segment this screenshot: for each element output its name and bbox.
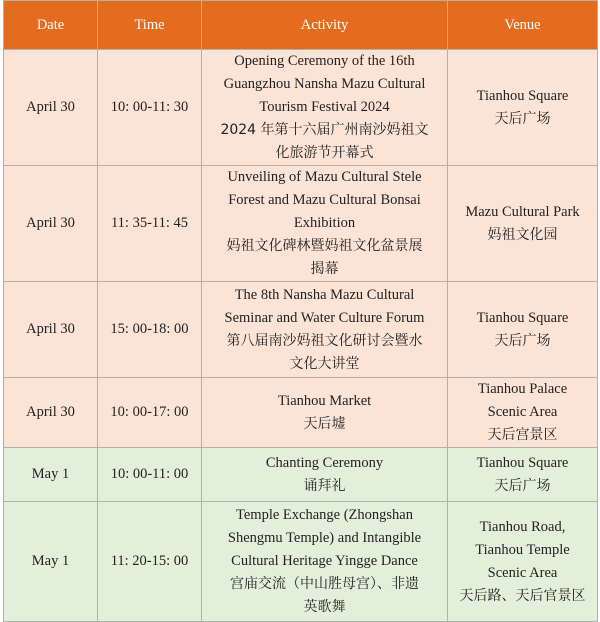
schedule-table [3,0,598,622]
venue-cell [448,378,598,448]
table-row [4,282,598,378]
activity-zh-line: 宫庙交流（中山胜母宫）、非遗 [230,576,419,592]
date-cell: May 1 [4,448,98,502]
activity-zh-line: 2024 年第十六届广州南沙妈祖文 [220,122,429,138]
activity-en-line: Exhibition [293,215,356,231]
venue-cell [448,448,598,502]
activity-en-line: Forest and Mazu Cultural Bonsai [228,192,421,208]
venue-en-line: Tianhou Square [476,309,569,326]
activity-cell [202,448,448,502]
activity-zh-line: 揭幕 [310,261,339,277]
date-cell: April 30 [4,282,98,378]
activity-cell [202,166,448,282]
venue-cell [448,282,598,378]
activity-en-line: Tianhou Market [277,392,372,409]
venue-en-line: Tianhou Square [476,454,569,471]
venue-en-line: Tianhou Temple [475,541,570,558]
activity-en-line: The 8th Nansha Mazu Cultural [234,286,415,303]
activity-zh-line: 文化大讲堂 [289,355,360,372]
activity-en-line: Tourism Festival 2024 [259,99,390,115]
activity-zh-line: 诵拜礼 [303,477,346,494]
venue-zh-line: 天后广场 [494,477,551,494]
venue-cell [448,502,598,622]
date-cell: April 30 [4,50,98,166]
activity-zh-line: 英歌舞 [303,599,346,615]
activity-en-line: Seminar and Water Culture Forum [224,309,425,326]
venue-en-line: Tianhou Road, [479,518,566,535]
table-row [4,50,598,166]
activity-zh-line: 妈祖文化碑林暨妈祖文化盆景展 [226,238,423,254]
header-venue: Venue [448,1,598,50]
activity-en-line: Guangzhou Nansha Mazu Cultural [223,76,426,92]
header-activity: Activity [202,1,448,50]
date-cell: April 30 [4,166,98,282]
activity-en-line: Chanting Ceremony [265,454,384,471]
time-cell: 10: 00-11: 30 [98,50,202,166]
header-date: Date [4,1,98,50]
venue-cell [448,166,598,282]
time-cell: 10: 00-17: 00 [98,378,202,448]
activity-cell [202,50,448,166]
activity-en-line: Unveiling of Mazu Cultural Stele [227,169,422,185]
activity-zh-line: 化旅游节开幕式 [275,145,374,161]
venue-zh-line: 天后路、天后官景区 [459,587,586,604]
activity-en-line: Opening Ceremony of the 16th [234,53,415,69]
activity-zh-line: 第八届南沙妈祖文化研讨会暨水 [226,332,423,349]
table-row [4,166,598,282]
header-time: Time [98,1,202,50]
venue-zh-line: 妈祖文化园 [487,226,558,243]
date-cell: April 30 [4,378,98,448]
activity-zh-line: 天后墟 [303,415,346,432]
table-row [4,448,598,502]
activity-en-line: Shengmu Temple) and Intangible [227,530,422,546]
venue-en-line: Scenic Area [487,404,558,420]
header-row [4,1,598,50]
venue-en-line: Tianhou Square [476,87,569,104]
venue-zh-line: 天后广场 [494,332,551,349]
time-cell: 11: 35-11: 45 [98,166,202,282]
venue-en-line: Mazu Cultural Park [465,203,580,220]
table-row [4,502,598,622]
venue-en-line: Tianhou Palace [477,381,568,397]
time-cell: 15: 00-18: 00 [98,282,202,378]
date-cell: May 1 [4,502,98,622]
activity-cell [202,378,448,448]
activity-en-line: Temple Exchange (Zhongshan [236,507,413,523]
venue-zh-line: 天后宫景区 [487,427,558,443]
activity-cell [202,282,448,378]
time-cell: 11: 20-15: 00 [98,502,202,622]
activity-en-line: Cultural Heritage Yingge Dance [231,553,418,569]
table-row [4,378,598,448]
activity-cell [202,502,448,622]
venue-en-line: Scenic Area [487,564,558,581]
time-cell: 10: 00-11: 00 [98,448,202,502]
venue-zh-line: 天后广场 [494,110,551,127]
venue-cell [448,50,598,166]
